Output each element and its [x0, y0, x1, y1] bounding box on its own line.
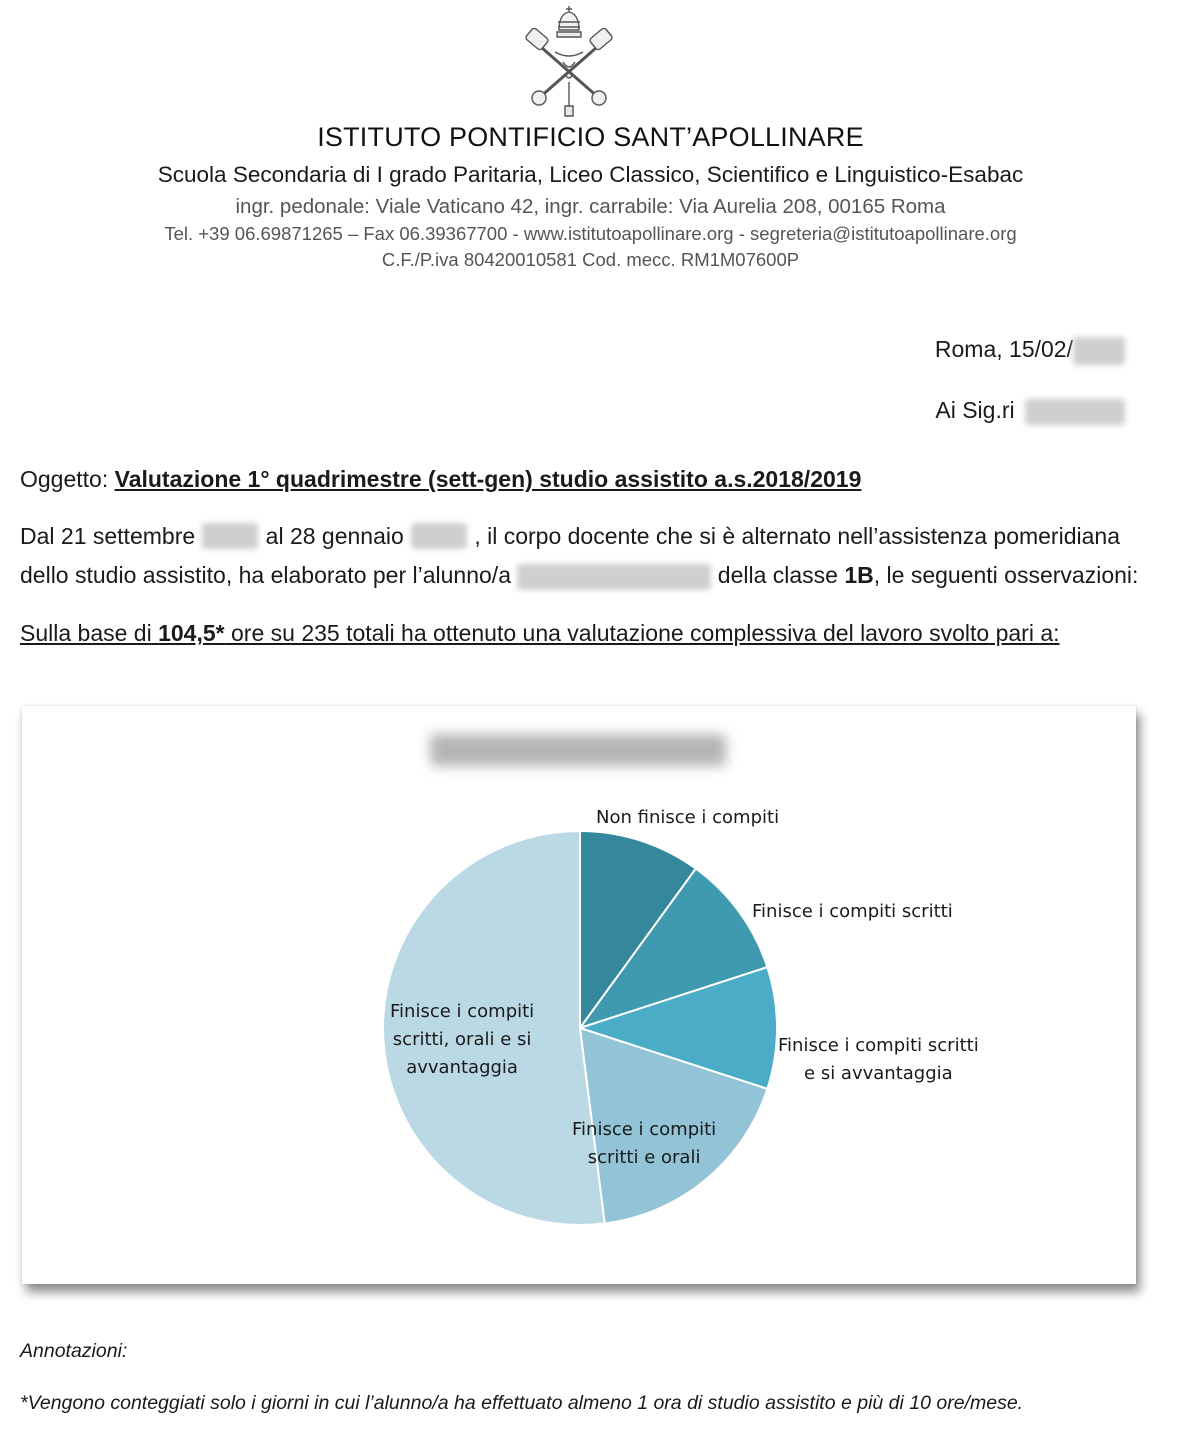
institution-address: ingr. pedonale: Viale Vaticano 42, ingr. carrabile: Via Aurelia 208, 00165 Roma	[235, 195, 946, 218]
letter-date	[935, 336, 1125, 365]
pie-label-line: Finisce i compiti	[572, 1119, 717, 1140]
evaluation-pie-chart	[22, 706, 1136, 1284]
institution-name: ISTITUTO PONTIFICIO SANT’APOLLINARE	[317, 122, 864, 152]
pie-label-scritti-orali-avvantaggia	[390, 998, 534, 1082]
redacted-student-name	[517, 564, 711, 590]
papal-crest-icon	[519, 2, 619, 120]
pie-chart-svg	[22, 706, 1136, 1284]
redacted-start-year	[202, 523, 258, 549]
body2-part3: , le seguenti osservazioni:	[873, 562, 1139, 588]
redacted-surname	[1025, 399, 1125, 425]
letter-subject	[20, 466, 1120, 493]
redacted-year	[1073, 337, 1125, 365]
body2-part1: dello studio assistito, ha elaborato per l’alunno/a	[20, 562, 511, 588]
date-prefix: Roma, 15/02/	[934, 336, 1073, 362]
pie-label-line: Finisce i compiti scritti	[752, 901, 953, 922]
body1-part1: Dal 21 settembre	[20, 523, 196, 549]
pie-label-line: Finisce i compiti scritti	[778, 1035, 979, 1056]
pie-label-line: avvantaggia	[406, 1057, 518, 1078]
attended-hours: 104,5*	[158, 620, 225, 646]
pie-label-non-finisce	[596, 804, 779, 832]
evaluation-summary	[20, 620, 1120, 647]
pie-label-scritti	[752, 898, 953, 926]
summary-part2: ore su 235 totali ha ottenuto una valutazione complessiva del lavoro svolto pari a:	[231, 620, 1060, 646]
annotations-label: Annotazioni:	[20, 1340, 128, 1362]
pie-label-line: e si avvantaggia	[804, 1063, 953, 1084]
body1-part3: , il corpo docente che si è alternato nell’assistenza pomeridiana	[474, 523, 1120, 549]
pie-label-line: scritti e orali	[587, 1147, 701, 1168]
pie-label-line: Finisce i compiti	[390, 1001, 535, 1022]
letter-body-line-1	[20, 523, 1120, 550]
institution-tax-codes: C.F./P.iva 80420010581 Cod. mecc. RM1M07600P	[381, 249, 800, 270]
institution-contacts: Tel. +39 06.69871265 – Fax 06.39367700 - www.istitutoapollinare.org - segreteria@istitutoapollinare.org	[164, 223, 1017, 244]
pie-label-line: scritti, orali e si	[392, 1029, 532, 1050]
footnote: *Vengono conteggiati solo i giorni in cui l’alunno/a ha effettuato almeno 1 ora di studio assistito e più di 10 ore/mese.	[20, 1392, 1024, 1414]
pie-label-line: Non finisce i compiti	[596, 807, 780, 828]
pie-label-scritti-avvantaggia	[778, 1032, 979, 1088]
student-class: 1B	[844, 562, 874, 588]
body2-part2: della classe	[717, 562, 838, 588]
summary-part1: Sulla base di	[20, 620, 152, 646]
body1-part2: al 28 gennaio	[265, 523, 404, 549]
subject-label: Oggetto:	[20, 466, 109, 492]
letter-addressee	[935, 397, 1125, 425]
addressee-prefix: Ai Sig.ri	[935, 397, 1015, 423]
subject-text: Valutazione 1° quadrimestre (sett-gen) studio assistito a.s.2018/2019	[114, 466, 862, 492]
pie-label-scritti-orali	[572, 1116, 716, 1172]
letter-body-line-2	[20, 562, 1139, 590]
institution-subtitle: Scuola Secondaria di I grado Paritaria, Liceo Classico, Scientifico e Linguistico-Esabac	[157, 162, 1024, 187]
redacted-end-year	[411, 523, 467, 549]
